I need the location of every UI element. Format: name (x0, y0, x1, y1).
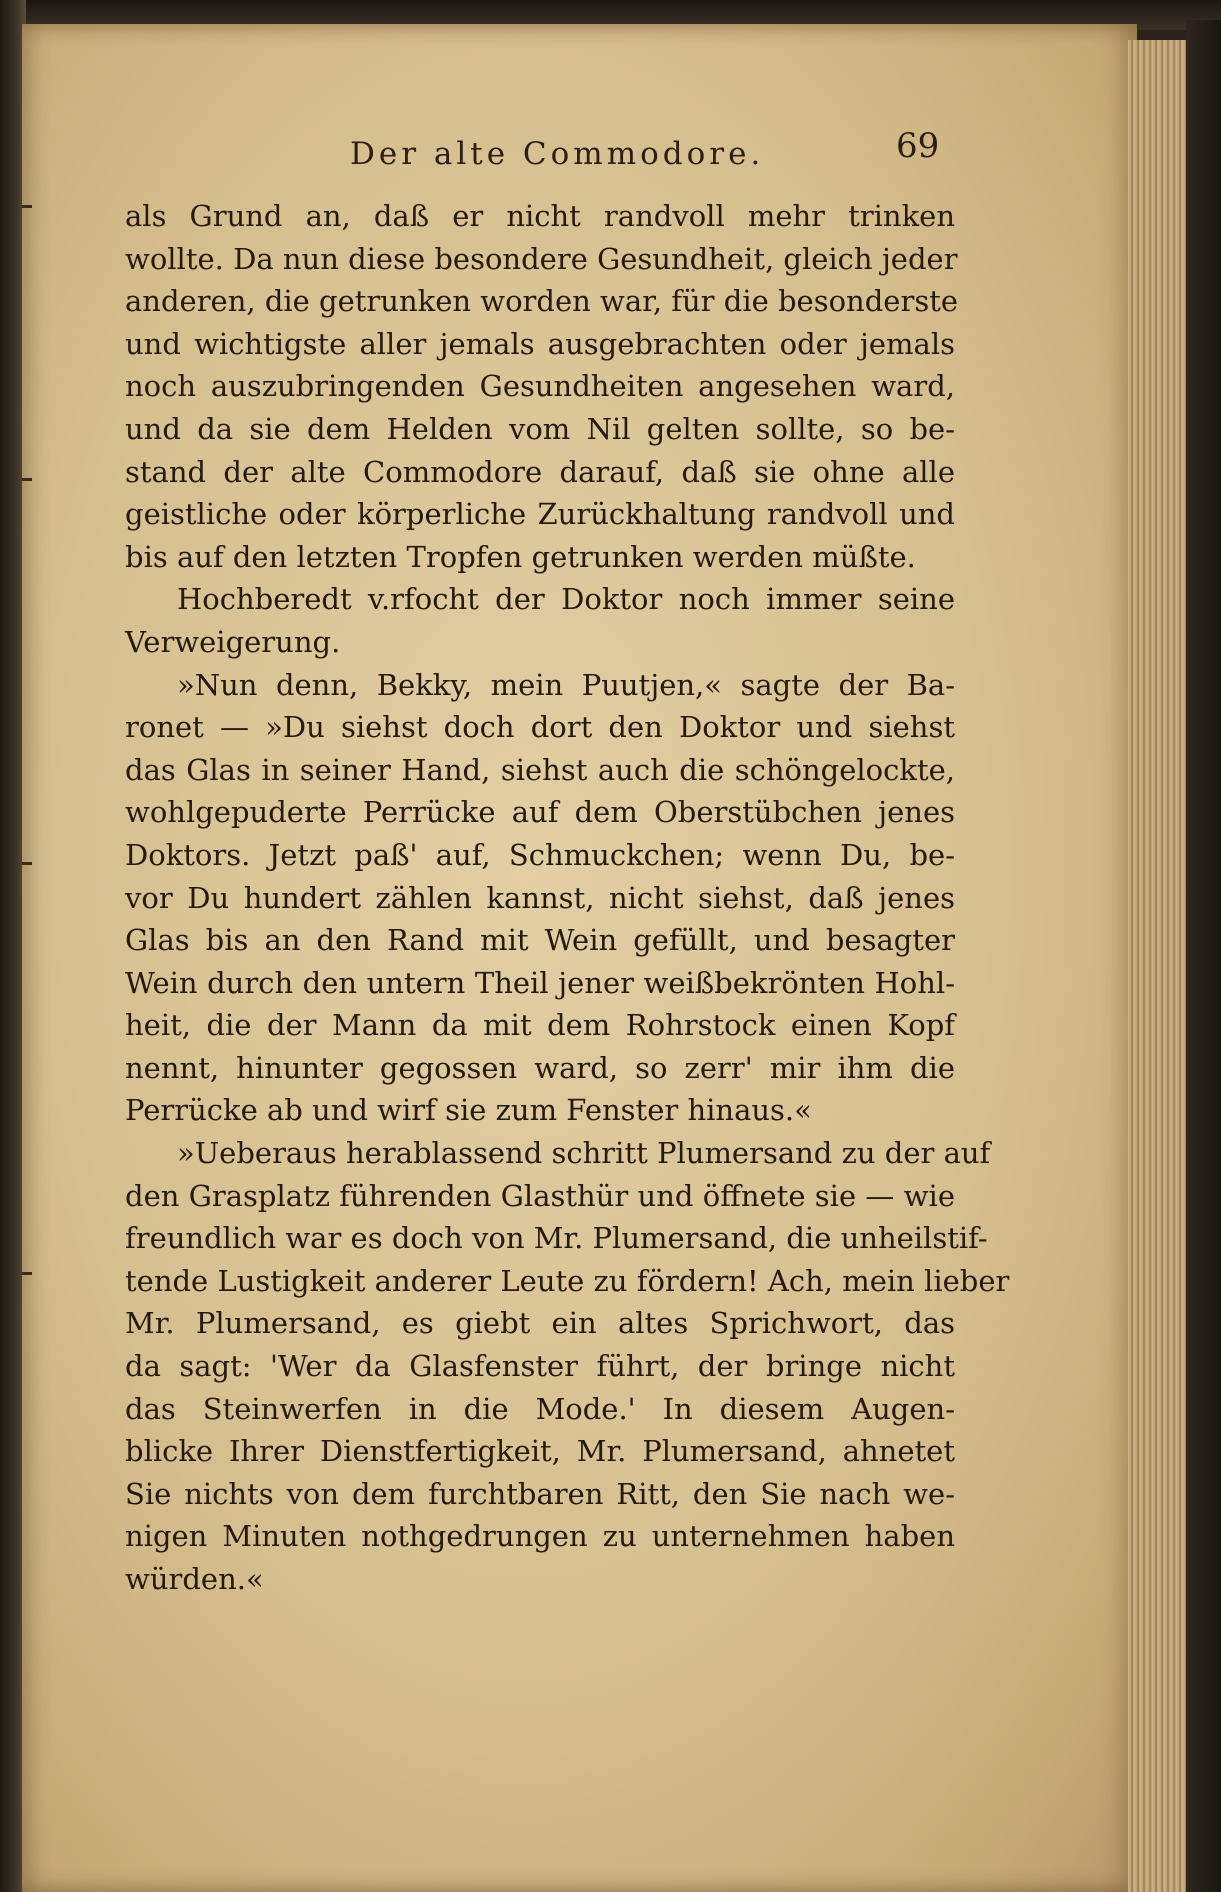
text-line: nigen Minuten nothgedrungen zu unternehmen haben (125, 1519, 955, 1554)
text-line: und wichtigste aller jemals ausgebrachten oder jemals (125, 326, 955, 361)
text-line: freundlich war es doch von Mr. Plumersand, die unheilstif- (125, 1221, 988, 1256)
text-line: Perrücke ab und wirf sie zum Fenster hinaus.« (125, 1093, 812, 1128)
text-line: wollte. Da nun diese besondere Gesundheit, gleich jeder (125, 241, 958, 276)
page-stack-edge (1128, 40, 1188, 1892)
text-line: »Nun denn, Bekky, mein Puutjen,« sagte der Ba- (177, 667, 955, 702)
text-line: »Ueberaus herablassend schritt Plumersand zu der auf (177, 1136, 991, 1171)
margin-mark (22, 478, 32, 481)
page-number: 69 (896, 126, 940, 166)
text-line: nennt, hinunter gegossen ward, so zerr' mir ihm die (125, 1050, 955, 1085)
text-line: das Steinwerfen in die Mode.' In diesem Augen- (125, 1391, 955, 1426)
text-line: noch auszubringenden Gesundheiten angesehen ward, (125, 369, 955, 404)
text-line: und da sie dem Helden vom Nil gelten sollte, so be- (125, 411, 955, 446)
text-line: geistliche oder körperliche Zurückhaltung randvoll und (125, 497, 955, 532)
body-text (125, 195, 1010, 1601)
text-line: ronet — »Du siehst doch dort den Doktor und siehst (125, 710, 955, 745)
text-line: Doktors. Jetzt paß' auf, Schmuckchen; wenn Du, be- (125, 837, 955, 872)
text-line: heit, die der Mann da mit dem Rohrstock einen Kopf (125, 1008, 955, 1043)
text-line: Verweigerung. (125, 624, 341, 659)
text-line: als Grund an, daß er nicht randvoll mehr trinken (125, 199, 955, 233)
text-line: blicke Ihrer Dienstfertigkeit, Mr. Plumersand, ahnetet (125, 1434, 955, 1469)
text-line: Wein durch den untern Theil jener weißbekrönten Hohl- (125, 965, 955, 1000)
text-line: das Glas in seiner Hand, siehst auch die schöngelockte, (125, 752, 955, 787)
text-line: da sagt: 'Wer da Glasfenster führt, der bringe nicht (125, 1349, 955, 1384)
text-line: wohlgepuderte Perrücke auf dem Oberstübchen jenes (125, 795, 955, 830)
text-line: anderen, die getrunken worden war, für die besonderste (125, 284, 959, 319)
margin-mark (22, 205, 32, 208)
text-line: tende Lustigkeit anderer Leute zu fördern! Ach, mein lieber (125, 1263, 1010, 1298)
text-line: Hochberedt v.rfocht der Doktor noch immer seine (177, 582, 955, 617)
book-cover-edge (1186, 20, 1221, 1892)
margin-mark (22, 862, 32, 865)
text-line: würden.« (125, 1562, 264, 1596)
running-header: Der alte Commodore. (350, 136, 765, 172)
text-line: Glas bis an den Rand mit Wein gefüllt, und besagter (125, 923, 955, 958)
text-line: Sie nichts von dem furchtbaren Ritt, den Sie nach we- (125, 1476, 955, 1511)
text-line: stand der alte Commodore darauf, daß sie ohne alle (125, 454, 955, 489)
text-line: Mr. Plumersand, es giebt ein altes Sprichwort, das (125, 1306, 955, 1341)
text-line: den Grasplatz führenden Glasthür und öffnete sie — wie (125, 1178, 955, 1213)
text-line: vor Du hundert zählen kannst, nicht siehst, daß jenes (125, 880, 955, 915)
margin-mark (22, 1272, 32, 1275)
text-line: bis auf den letzten Tropfen getrunken werden müßte. (125, 539, 916, 574)
